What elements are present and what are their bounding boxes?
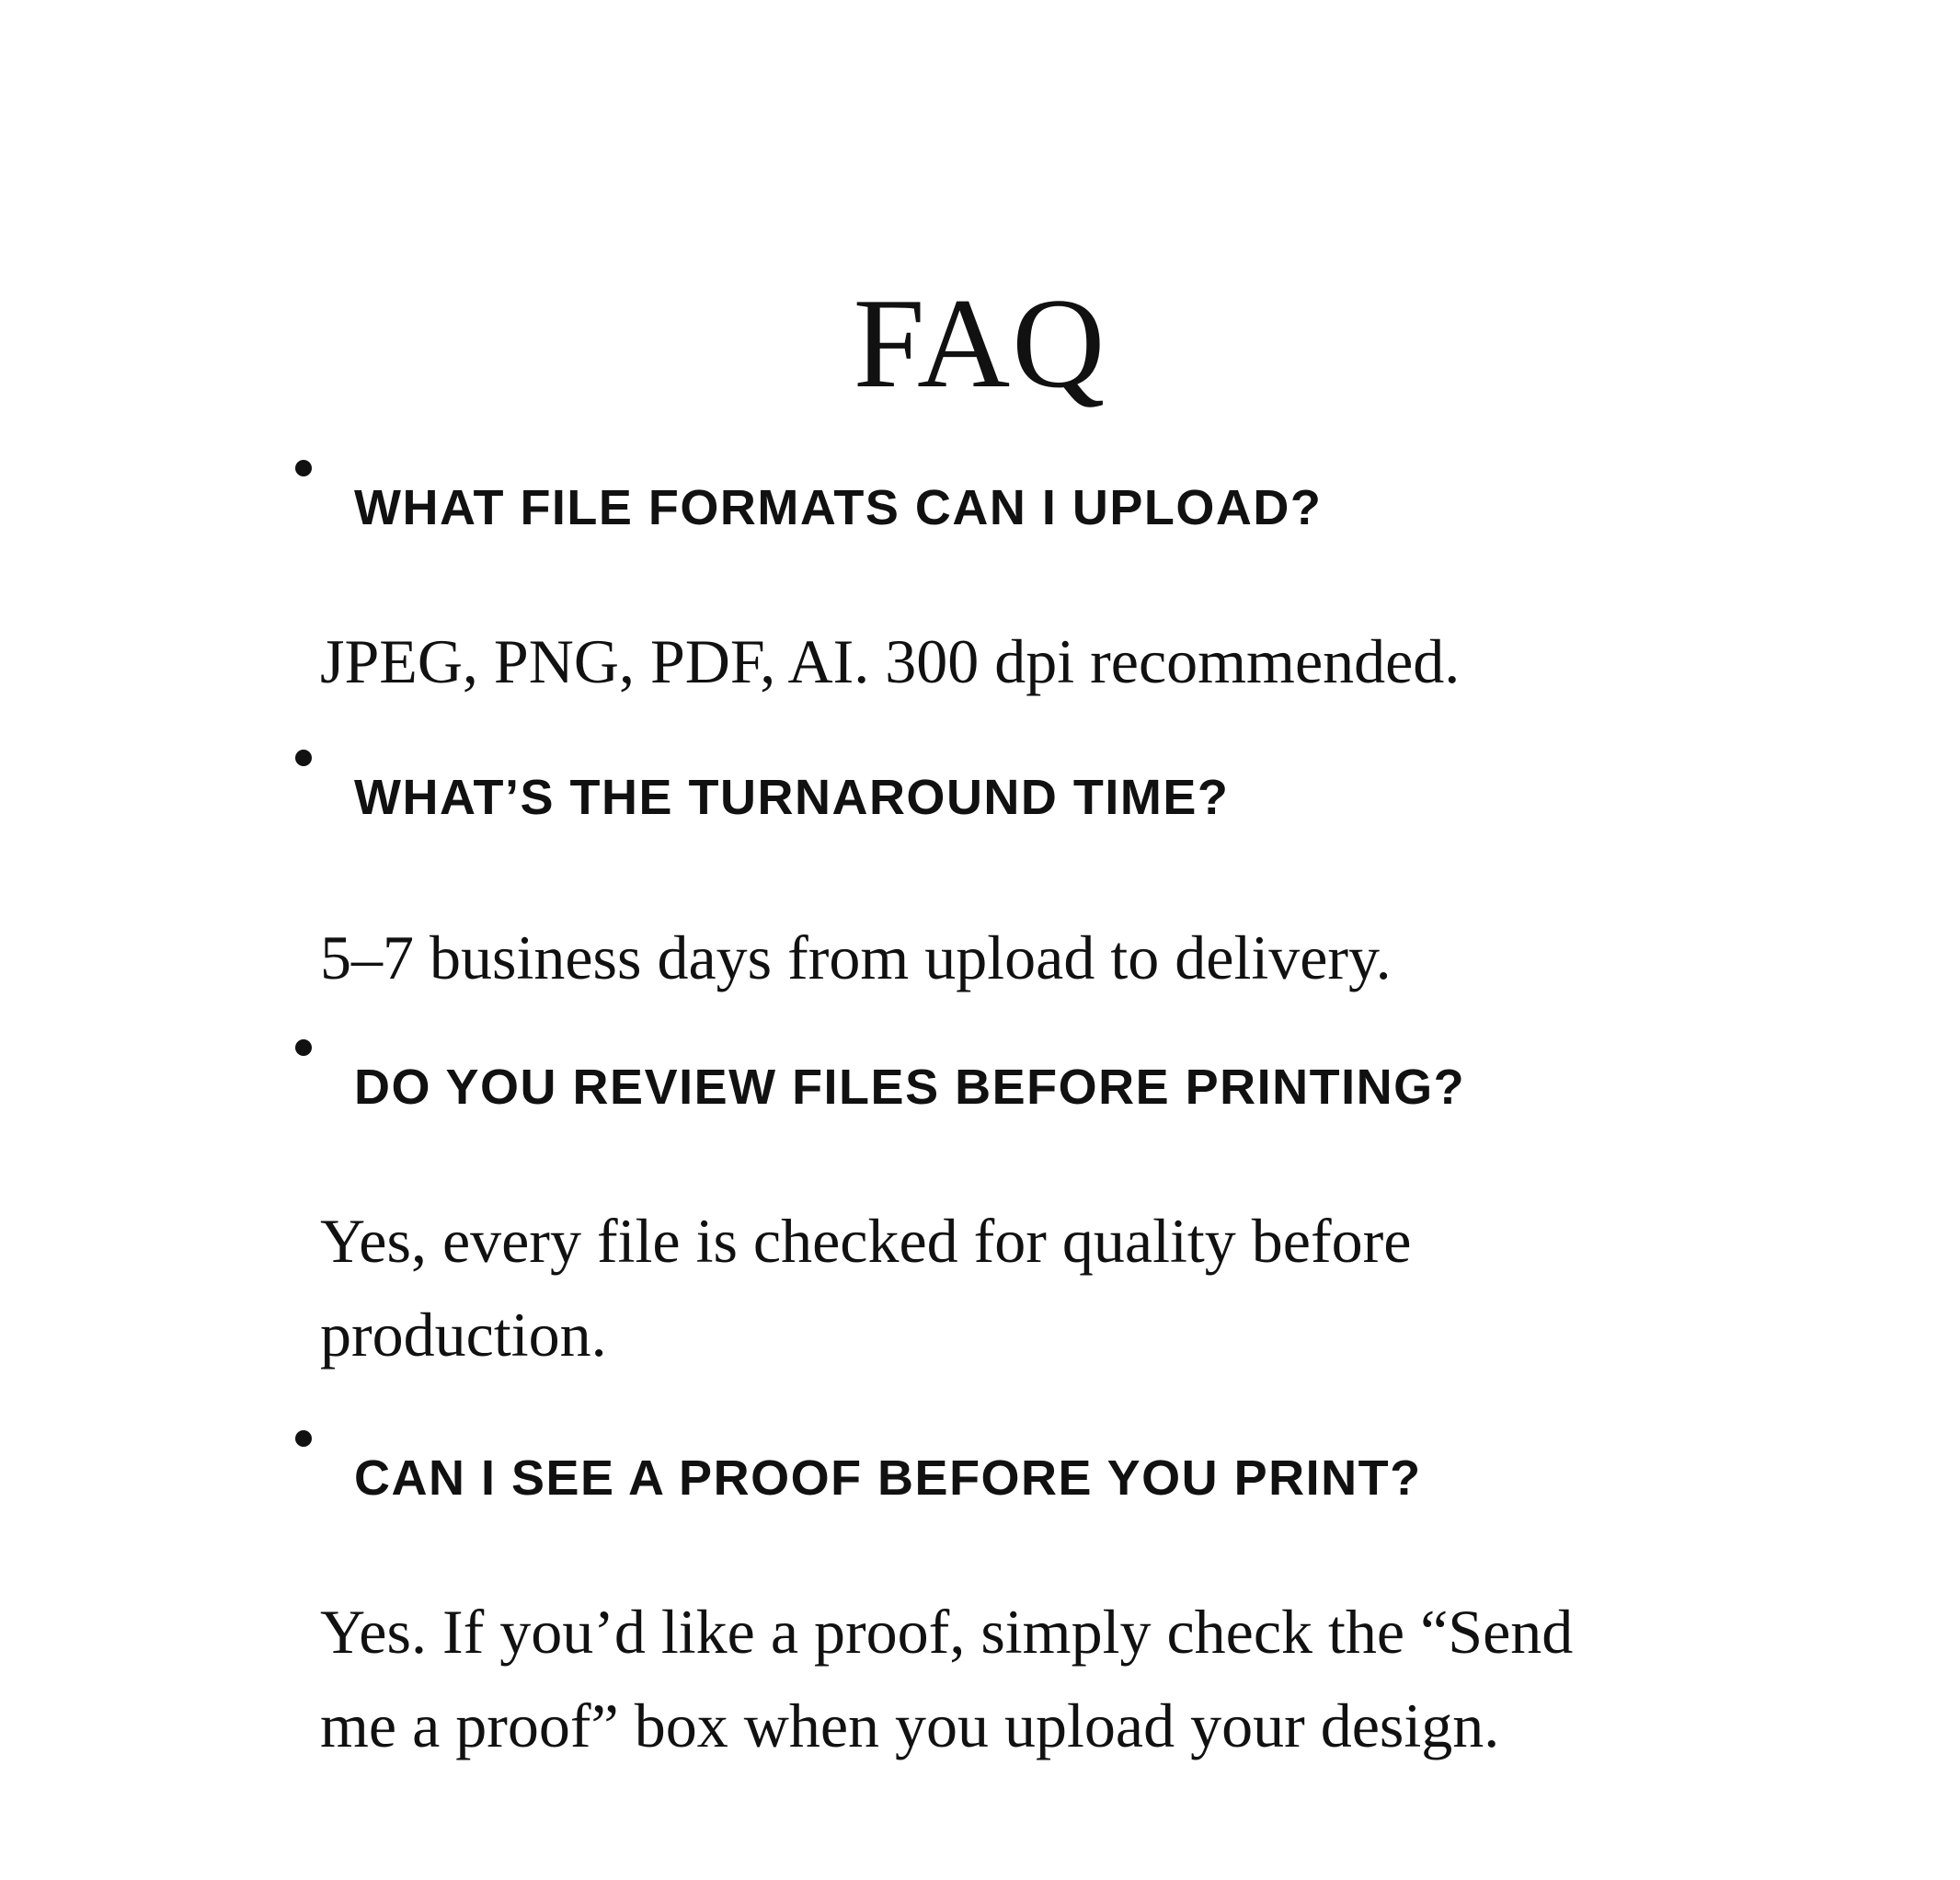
faq-question: DO YOU REVIEW FILES BEFORE PRINTING? [354,1059,1466,1115]
faq-question: CAN I SEE A PROOF BEFORE YOU PRINT? [354,1450,1422,1506]
faq-answer: JPEG, PNG, PDF, AI. 300 dpi recommended. [320,626,1461,696]
bullet-icon [295,460,312,476]
bullet-icon [295,750,312,766]
faq-question: WHAT’S THE TURNAROUND TIME? [354,769,1230,825]
faq-question: WHAT FILE FORMATS CAN I UPLOAD? [354,479,1323,535]
faq-answer: Yes. If you’d like a proof, simply check the “Send me a proof” box when you upload your design. [320,1597,1574,1760]
bullet-icon [295,1430,312,1447]
faq-answer: Yes, every file is checked for quality before production. [320,1206,1412,1370]
page-title: FAQ [853,271,1107,415]
bullet-icon [295,1039,312,1056]
faq-answer: 5–7 business days from upload to delivery. [320,923,1392,992]
